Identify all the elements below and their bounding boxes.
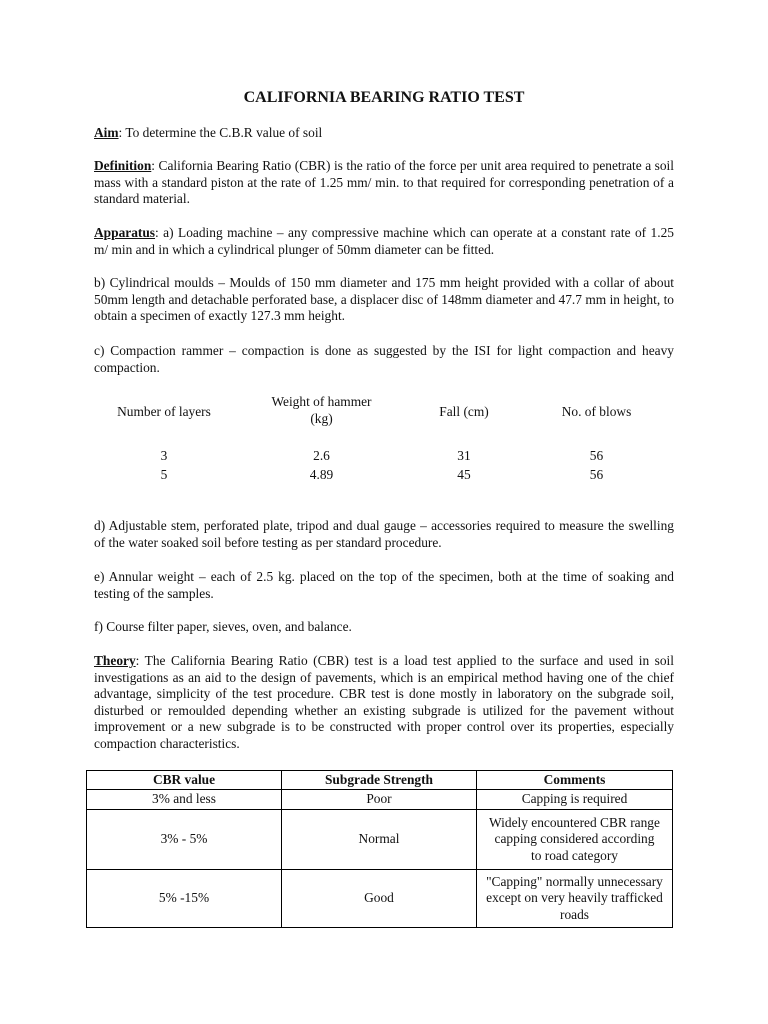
apparatus-paragraph-e: e) Annular weight – each of 2.5 kg. placed on the top of the specimen, both at the time of soaking and testing of the samples. (94, 569, 674, 601)
cell-blows: 56 (589, 467, 604, 482)
aim-text: : To determine the C.B.R value of soil (118, 125, 323, 140)
cell-layers: 5 (160, 467, 168, 482)
apparatus-paragraph-b: b) Cylindrical moulds – Moulds of 150 mm diameter and 175 mm height provided with a collar of about 50mm length and detachable perforated base, a displacer disc of 148mm diameter and 47.7 mm in height, to obtain a specimen of exactly 127.3 mm height. (94, 275, 674, 324)
table-row (87, 870, 673, 928)
cell-comments: "Capping" normally unnecessary except on very heavily trafficked roads (477, 870, 673, 928)
cbr-table (86, 770, 673, 928)
definition-label: Definition (94, 158, 152, 173)
cbr-table-header (87, 771, 673, 790)
cell-fall: 45 (457, 467, 471, 482)
table-row (94, 467, 674, 485)
header-comments: Comments (477, 771, 673, 790)
cell-comments: Capping is required (477, 790, 673, 810)
cell-subgrade-strength: Poor (282, 790, 477, 810)
hammer-table-header (94, 394, 674, 426)
cell-subgrade-strength: Good (282, 870, 477, 928)
table-row (94, 448, 674, 466)
cell-cbr-value: 3% and less (87, 790, 282, 810)
cell-fall: 31 (457, 448, 471, 463)
table-row (87, 810, 673, 870)
theory-paragraph (94, 653, 674, 753)
cell-blows: 56 (589, 448, 604, 463)
header-subgrade-strength: Subgrade Strength (282, 771, 477, 790)
aim-paragraph (94, 125, 674, 142)
cell-subgrade-strength: Normal (282, 810, 477, 870)
cell-cbr-value: 3% - 5% (87, 810, 282, 870)
header-cbr-value: CBR value (87, 771, 282, 790)
header-weight-unit: (kg) (310, 411, 333, 426)
apparatus-a-text: : a) Loading machine – any compressive machine which can operate at a constant rate of 1.25 m/ min and in which a cylindrical plunger of 50mm diameter can be fitted. (94, 225, 674, 257)
theory-text: : The California Bearing Ratio (CBR) test is a load test applied to the surface and used in soil investigations as an aid to the design of pavements, which is an empirical method having one of the chief advantage, simplicity of the test procedure. CBR test is done mostly in laboratory on the subgrade soil, disturbed or remoulded depending whether an existing subgrade is utilized for the pavement without improvement or a new subgrade is to be constructed with proper control over its properties, especially compaction characteristics. (94, 653, 674, 751)
apparatus-label: Apparatus (94, 225, 156, 240)
aim-label: Aim (94, 125, 119, 140)
header-number-of-layers: Number of layers (117, 404, 211, 419)
apparatus-paragraph-c: c) Compaction rammer – compaction is done as suggested by the ISI for light compaction and heavy compaction. (94, 343, 674, 375)
cell-layers: 3 (160, 448, 168, 463)
cell-cbr-value: 5% -15% (87, 870, 282, 928)
apparatus-paragraph-a (94, 225, 674, 258)
cell-comments: Widely encountered CBR range capping considered according to road category (477, 810, 673, 870)
definition-paragraph (94, 158, 674, 208)
definition-text: : California Bearing Ratio (CBR) is the ratio of the force per unit area required to penetrate a soil mass with a standard piston at the rate of 1.25 mm/ min. to that required for corresponding penetration of a standard material. (94, 158, 674, 207)
header-no-of-blows: No. of blows (561, 404, 632, 419)
theory-label: Theory (94, 653, 136, 668)
header-weight-of-hammer: Weight of hammer (271, 394, 372, 409)
cell-weight: 2.6 (313, 448, 330, 463)
cell-weight: 4.89 (309, 467, 334, 482)
page-title: CALIFORNIA BEARING RATIO TEST (243, 89, 525, 106)
header-fall: Fall (cm) (439, 404, 489, 419)
table-row (87, 790, 673, 810)
apparatus-paragraph-d: d) Adjustable stem, perforated plate, tripod and dual gauge – accessories required to measure the swelling of the water soaked soil before testing as per standard procedure. (94, 518, 674, 550)
apparatus-paragraph-f: f) Course filter paper, sieves, oven, and balance. (94, 619, 352, 634)
